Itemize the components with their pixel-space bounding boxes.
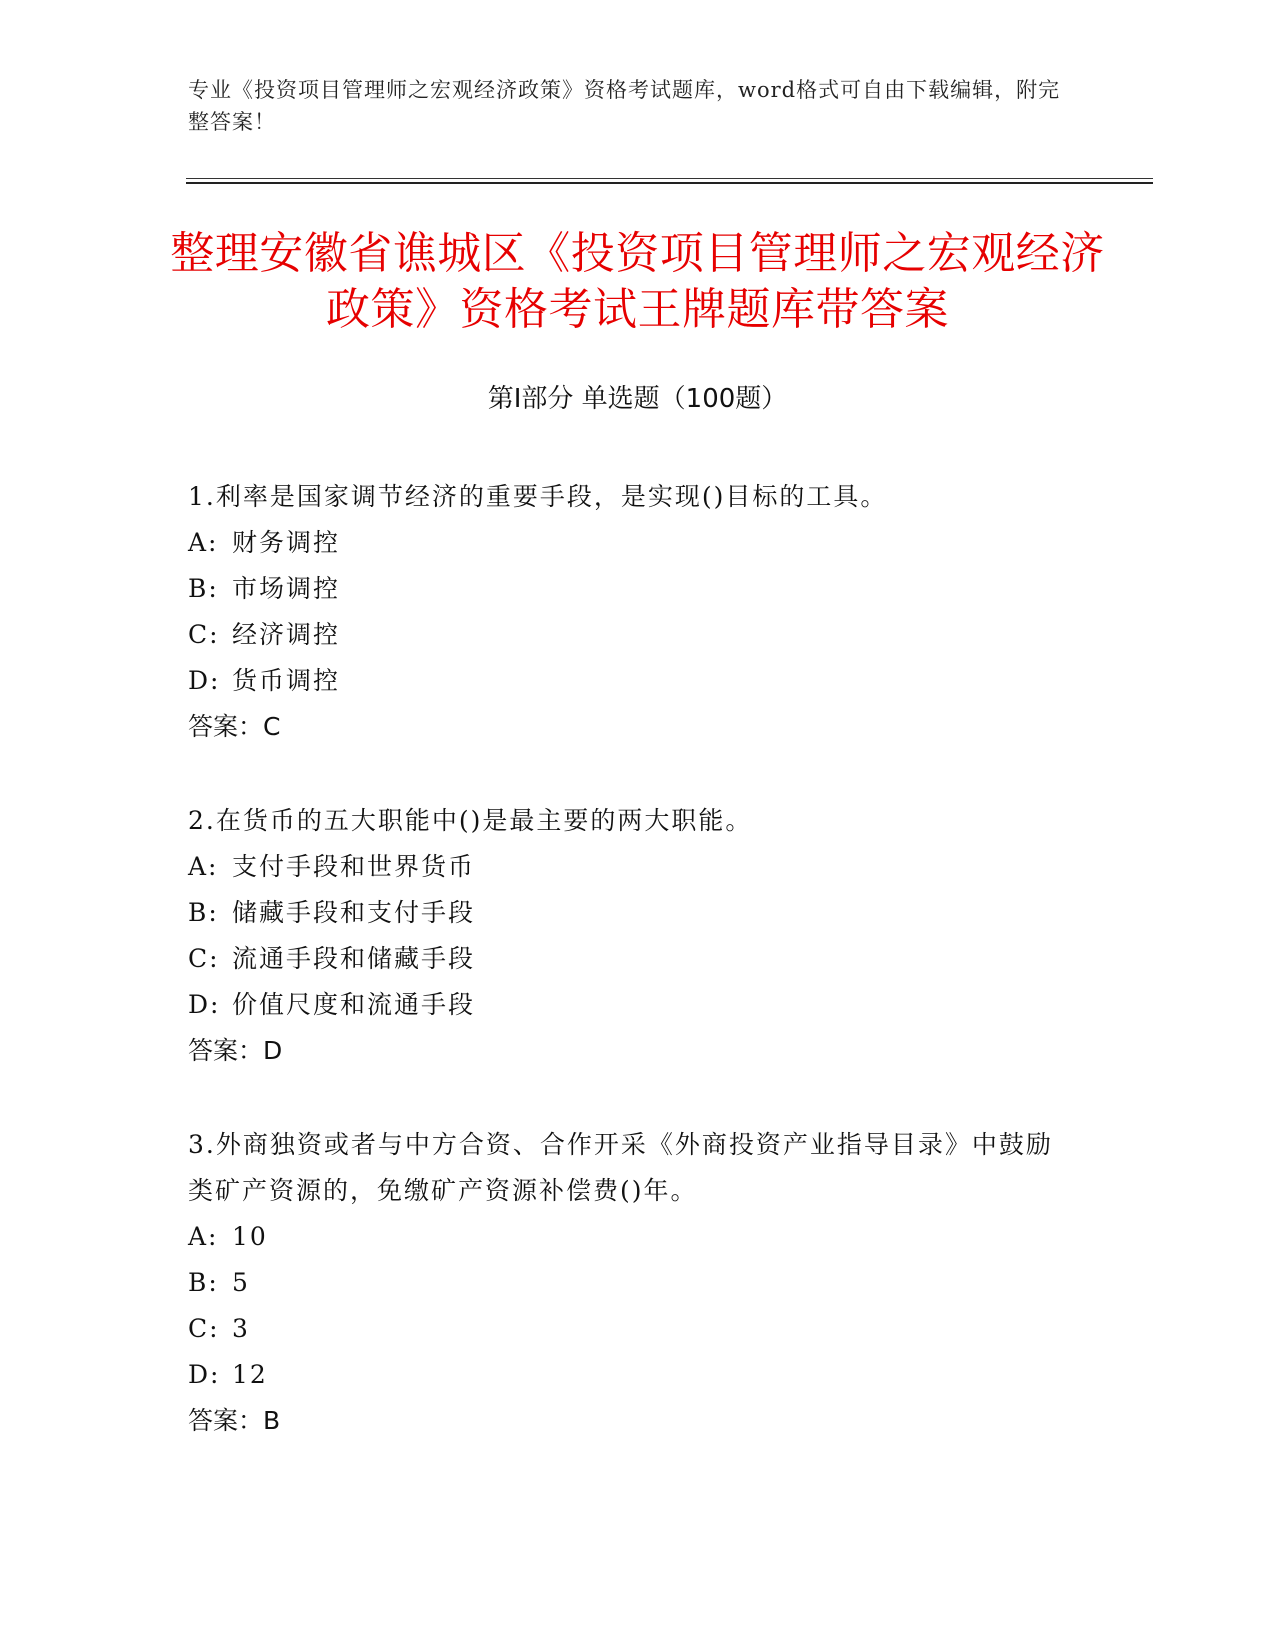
answer-line: 答案：B — [188, 1406, 281, 1435]
option-c — [188, 612, 1068, 658]
option-key: A: — [188, 1222, 219, 1251]
option-text: 3 — [232, 1314, 250, 1343]
option-key: D: — [188, 666, 221, 695]
question-3 — [188, 1122, 1068, 1444]
option-text: 12 — [232, 1360, 268, 1389]
option-b — [188, 1260, 1068, 1306]
option-d — [188, 982, 1068, 1028]
option-text: 5 — [232, 1268, 250, 1297]
option-c — [188, 936, 1068, 982]
option-key: C: — [188, 620, 220, 649]
header-divider-thick — [186, 182, 1153, 184]
option-text: 价值尺度和流通手段 — [232, 990, 476, 1019]
option-a — [188, 520, 1068, 566]
option-key: C: — [188, 1314, 220, 1343]
option-text: 10 — [232, 1222, 268, 1251]
section-heading: 第Ⅰ部分 单选题（100题） — [487, 384, 788, 414]
header-divider-thin — [186, 178, 1153, 179]
option-text: 财务调控 — [232, 528, 341, 557]
option-b — [188, 566, 1068, 612]
option-b — [188, 890, 1068, 936]
option-text: 流通手段和储藏手段 — [232, 944, 476, 973]
option-key: D: — [188, 990, 221, 1019]
question-stem: 2.在货币的五大职能中()是最主要的两大职能。 — [188, 806, 753, 835]
option-d — [188, 658, 1068, 704]
option-key: D: — [188, 1360, 221, 1389]
option-text: 支付手段和世界货币 — [232, 852, 476, 881]
question-stem: 1.利率是国家调节经济的重要手段，是实现()目标的工具。 — [188, 482, 888, 511]
answer-line: 答案：D — [188, 1036, 283, 1065]
answer-line: 答案：C — [188, 712, 281, 741]
question-list — [188, 474, 1068, 1492]
option-c — [188, 1306, 1068, 1352]
question-stem: 3.外商独资或者与中方合资、合作开采《外商投资产业指导目录》中鼓励类矿产资源的，免缴矿产资源补偿费()年。 — [188, 1130, 1053, 1205]
option-a — [188, 1214, 1068, 1260]
option-key: B: — [188, 898, 219, 927]
option-text: 货币调控 — [232, 666, 341, 695]
option-key: A: — [188, 852, 219, 881]
option-a — [188, 844, 1068, 890]
option-key: C: — [188, 944, 220, 973]
question-2 — [188, 798, 1068, 1074]
option-text: 经济调控 — [232, 620, 341, 649]
question-1 — [188, 474, 1068, 750]
option-key: B: — [188, 574, 219, 603]
option-key: A: — [188, 528, 219, 557]
option-text: 市场调控 — [232, 574, 341, 603]
document-title: 整理安徽省谯城区《投资项目管理师之宏观经济政策》资格考试王牌题库带答案 — [170, 228, 1105, 335]
option-d — [188, 1352, 1068, 1398]
option-key: B: — [188, 1268, 219, 1297]
header-note: 专业《投资项目管理师之宏观经济政策》资格考试题库，word格式可自由下载编辑，附完整答案！ — [188, 78, 1061, 134]
option-text: 储藏手段和支付手段 — [232, 898, 476, 927]
